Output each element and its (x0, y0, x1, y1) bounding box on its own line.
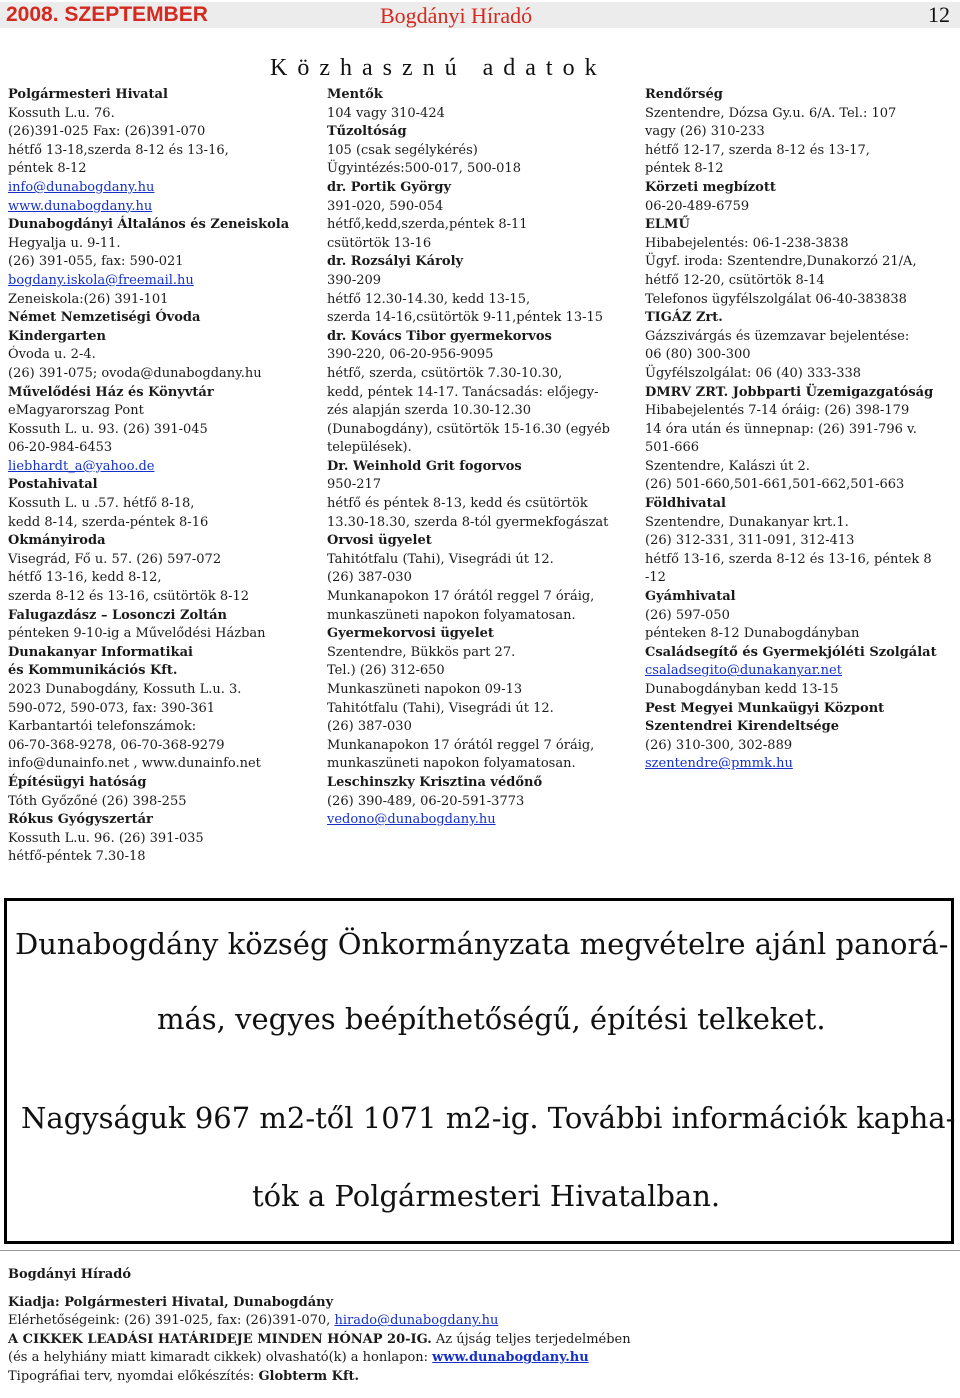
entry-line: (26) 390-489, 06-20-591-3773 (327, 793, 525, 809)
colophon-name: Bogdányi Híradó (8, 1267, 131, 1282)
entry-heading: Művelődési Ház és Könyvtár (8, 384, 214, 400)
entry-heading: Kindergarten (8, 328, 106, 344)
entry-line: 590-072, 590-073, fax: 390-361 (8, 700, 215, 716)
entry-heading: Mentők (327, 87, 383, 102)
ad-line-4: tók a Polgármesteri Hivatalban. (252, 1179, 721, 1213)
ad-line-1: Dunabogdány község Önkormányzata megvételre ajánl panorá- (15, 927, 949, 961)
entry-line: (26) 312-331, 311-091, 312-413 (645, 533, 855, 549)
entry-line: Telefonos ügyfélszolgálat 06-40-383838 (645, 291, 907, 307)
entry-line: Tel.) (26) 312-650 (327, 663, 445, 679)
contact-link[interactable]: szentendre@pmmk.hu (645, 756, 793, 772)
entry-heading: Építésügyi hatóság (8, 774, 147, 790)
issue-date: 2008. SZEPTEMBER (6, 3, 208, 26)
column-municipal (8, 86, 289, 867)
land-sale-ad (4, 898, 954, 1244)
entry-line: Kossuth L. u. 93. (26) 391-045 (8, 421, 208, 437)
entry-line: Szentendre, Kalászi út 2. (645, 458, 810, 474)
entry-heading: Pest Megyei Munkaügyi Központ (645, 700, 885, 716)
entry-line: Dunabogdányban kedd 13-15 (645, 682, 839, 697)
contact-link[interactable]: liebhardt_a@yahoo.de (8, 458, 155, 474)
entry-line: info@dunainfo.net , www.dunainfo.net (8, 756, 261, 772)
entry-line: (26) 501-660,501-661,501-662,501-663 (645, 477, 905, 493)
entry-line: 390-220, 06-20-956-9095 (327, 347, 494, 363)
entry-line: Óvoda u. 2-4. (8, 347, 96, 363)
entry-line: Kossuth L. u .57. hétfő 8-18, (8, 496, 195, 512)
entry-heading: Dunakanyar Informatikai (8, 644, 193, 660)
entry-line: hétfő 13-18,szerda 8-12 és 13-16, (8, 142, 229, 158)
entry-heading: Német Nemzetiségi Óvoda (8, 310, 201, 326)
colophon (8, 1266, 631, 1387)
colophon-online (8, 1349, 631, 1368)
entry-line: (26)391-025 Fax: (26)391-070 (8, 124, 206, 140)
entry-line: hétfő-péntek 7.30-18 (8, 849, 146, 865)
entry-line: Szentendre, Bükkös part 27. (327, 644, 516, 660)
page-header (0, 0, 960, 30)
entry-line: Munkanapokon 17 órától reggel 7 óráig, (327, 737, 595, 753)
entry-line: (26) 391-055, fax: 590-021 (8, 254, 184, 270)
entry-line: 06-20-489-6759 (645, 198, 750, 214)
entry-line: 391-020, 590-054 (327, 198, 444, 214)
entry-line: települések). (327, 440, 412, 456)
entry-heading: Rókus Gyógyszertár (8, 812, 153, 828)
entry-line: 14 óra után és ünnepnap: (26) 391-796 v. (645, 421, 917, 437)
entry-line: vagy (26) 310-233 (645, 124, 765, 140)
entry-line: Tahitótfalu (Tahi), Visegrádi út 12. (327, 551, 554, 567)
entry-heading: Dr. Weinhold Grit fogorvos (327, 458, 522, 474)
entry-line: Tahitótfalu (Tahi), Visegrádi út 12. (327, 700, 554, 716)
entry-line: (26) 387-030 (327, 570, 412, 586)
typo-text: Tipográfiai terv, nyomdai előkészítés: (8, 1368, 259, 1384)
typo-company: Globterm Kft. (258, 1368, 360, 1384)
column-utilities (645, 86, 937, 774)
entry-line: hétfő 13-16, kedd 8-12, (8, 570, 162, 586)
entry-line: 13.30-18.30, szerda 8-tól gyermekfogászat (327, 514, 609, 530)
entry-line: pénteken 8-12 Dunabogdányban (645, 626, 860, 642)
entry-heading: dr. Kovács Tibor gyermekorvos (327, 328, 552, 344)
newspaper-title: Bogdányi Híradó (380, 3, 533, 28)
section-title: Közhasznú adatok (270, 55, 607, 81)
colophon-contact (8, 1312, 631, 1331)
entry-heading: dr. Rozsályi Károly (327, 254, 464, 270)
entry-line: kedd 8-14, szerda-péntek 8-16 (8, 514, 209, 530)
entry-line: 2023 Dunabogdány, Kossuth L.u. 3. (8, 682, 242, 697)
entry-line: Hibabejelentés 7-14 óráig: (26) 398-179 (645, 403, 910, 419)
entry-line: Munkaszüneti napokon 09-13 (327, 682, 523, 697)
website-link[interactable]: www.dunabogdany.hu (432, 1350, 589, 1366)
contact-link[interactable]: vedono@dunabogdany.hu (327, 812, 496, 828)
entry-line: Szentendre, Dózsa Gy.u. 6/A. Tel.: 107 (645, 105, 897, 121)
entry-heading: Rendőrség (645, 87, 723, 102)
entry-line: Visegrád, Fő u. 57. (26) 597-072 (8, 551, 222, 567)
entry-line: hétfő és péntek 8-13, kedd és csütörtök (327, 496, 588, 512)
entry-line: hétfő 13-16, szerda 8-12 és 13-16, péntek 8 (645, 551, 932, 567)
entry-line: 950-217 (327, 477, 382, 493)
entry-line: 105 (csak segélykérés) (327, 142, 478, 158)
entry-line: Gázszivárgás és üzemzavar bejelentése: (645, 328, 910, 344)
colophon-publisher: Kiadja: Polgármesteri Hivatal, Dunabogdány (8, 1294, 334, 1310)
colophon-typography (8, 1368, 631, 1387)
entry-line: 06-20-984-6453 (8, 440, 113, 456)
entry-heading: Orvosi ügyelet (327, 533, 432, 549)
entry-line: pénteken 9-10-ig a Művelődési Házban (8, 626, 266, 642)
entry-heading: Okmányiroda (8, 533, 106, 549)
entry-line: (26) 310-300, 302-889 (645, 737, 793, 753)
entry-heading: dr. Portik György (327, 179, 452, 195)
footer-divider (0, 1250, 960, 1251)
entry-heading: Gyámhivatal (645, 589, 736, 605)
entry-line: Kossuth L.u. 76. (8, 105, 115, 121)
entry-line: szerda 14-16,csütörtök 9-11,péntek 13-15 (327, 310, 604, 326)
entry-heading: DMRV ZRT. Jobbparti Üzemigazgatóság (645, 384, 934, 400)
contact-link[interactable]: bogdany.iskola@freemail.hu (8, 272, 194, 288)
entry-heading: és Kommunikációs Kft. (8, 663, 178, 679)
entry-line: Hegyalja u. 9-11. (8, 235, 121, 251)
entry-line: (26) 387-030 (327, 719, 412, 735)
entry-line: -12 (645, 570, 666, 586)
contact-link[interactable]: info@dunabogdany.hu (8, 179, 155, 195)
entry-line: 390-209 (327, 272, 382, 288)
entry-heading: Polgármesteri Hivatal (8, 87, 168, 102)
page-number: 12 (928, 2, 950, 27)
entry-line: hétfő, szerda, csütörtök 7.30-10.30, (327, 365, 563, 381)
entry-heading: Postahivatal (8, 477, 98, 493)
entry-line: Munkanapokon 17 órától reggel 7 óráig, (327, 589, 595, 605)
entry-line: Hibabejelentés: 06-1-238-3838 (645, 235, 849, 251)
entry-line: 06 (80) 300-300 (645, 347, 751, 363)
entry-line: péntek 8-12 (645, 161, 724, 177)
entry-line: hétfő 12-20, csütörtök 8-14 (645, 272, 825, 288)
entry-heading: Családsegítő és Gyermekjóléti Szolgálat (645, 644, 937, 660)
entry-heading: Gyermekorvosi ügyelet (327, 626, 494, 642)
entry-heading: ELMŰ (645, 217, 690, 233)
entry-line: munkaszüneti napokon folyamatosan. (327, 756, 576, 772)
entry-line: zés alapján szerda 10.30-12.30 (327, 403, 532, 419)
entry-heading: Tűzoltóság (327, 124, 407, 140)
entry-line: Zeneiskola:(26) 391-101 (8, 291, 169, 307)
entry-heading: TIGÁZ Zrt. (645, 310, 723, 326)
online-text: (és a helyhiány miatt kimaradt cikkek) olvasható(k) a honlapon: (8, 1350, 433, 1366)
entry-line: munkaszüneti napokon folyamatosan. (327, 607, 576, 623)
ad-line-3: Nagyságuk 967 m2-től 1071 m2-ig. További információk kapha- (21, 1101, 956, 1135)
colophon-deadline (8, 1331, 631, 1350)
entry-line: eMagyarorszag Pont (8, 403, 144, 419)
contact-link[interactable]: www.dunabogdany.hu (8, 198, 153, 214)
entry-line: (26) 597-050 (645, 607, 730, 623)
entry-heading: Dunabogdányi Általános és Zeneiskola (8, 217, 290, 233)
ad-line-2: más, vegyes beépíthetőségű, építési telkeket. (157, 1002, 826, 1036)
entry-line: kedd, péntek 14-17. Tanácsadás: előjegy- (327, 384, 599, 400)
entry-heading: Körzeti megbízott (645, 179, 776, 195)
entry-line: (26) 391-075; ovoda@dunabogdany.hu (8, 365, 262, 381)
contact-text: Elérhetőségeink: (26) 391-025, fax: (26)391-070, (8, 1313, 335, 1329)
entry-line: 06-70-368-9278, 06-70-368-9279 (8, 737, 225, 753)
entry-line: Tóth Győzőné (26) 398-255 (8, 793, 187, 809)
entry-heading: Leschinszky Krisztina védőnő (327, 774, 543, 790)
entry-line: hétfő 12.30-14.30, kedd 13-15, (327, 291, 531, 307)
entry-line: hétfő,kedd,szerda,péntek 8-11 (327, 217, 528, 233)
entry-line: Karbantartói telefonszámok: (8, 719, 197, 735)
entry-line: Szentendre, Dunakanyar krt.1. (645, 514, 849, 530)
entry-heading: Falugazdász – Losonczi Zoltán (8, 607, 227, 623)
contact-email-link[interactable]: hirado@dunabogdany.hu (334, 1313, 499, 1329)
entry-heading: Szentendrei Kirendeltsége (645, 719, 839, 735)
entry-line: csütörtök 13-16 (327, 235, 432, 251)
entry-line: Kossuth L.u. 96. (26) 391-035 (8, 830, 204, 846)
entry-heading: Földhivatal (645, 496, 726, 512)
contact-link[interactable]: csaladsegito@dunakanyar.net (645, 663, 842, 679)
entry-line: 104 vagy 310-424 (327, 105, 445, 121)
entry-line: péntek 8-12 (8, 161, 87, 177)
entry-line: Ügyf. iroda: Szentendre,Dunakorzó 21/A, (645, 254, 917, 270)
entry-line: 501-666 (645, 440, 700, 456)
deadline-text: A CIKKEK LEADÁSI HATÁRIDEJE MINDEN HÓNAP 20-IG. (8, 1331, 432, 1347)
entry-line: Ügyfélszolgálat: 06 (40) 333-338 (645, 365, 862, 381)
entry-line: szerda 8-12 és 13-16, csütörtök 8-12 (8, 589, 250, 605)
entry-line: (Dunabogdány), csütörtök 15-16.30 (egyéb (327, 421, 610, 437)
entry-line: Ügyintézés:500-017, 500-018 (327, 161, 521, 177)
column-health (327, 86, 610, 830)
entry-line: hétfő 12-17, szerda 8-12 és 13-17, (645, 142, 870, 158)
deadline-rest: Az újság teljes terjedelmében (431, 1331, 631, 1347)
